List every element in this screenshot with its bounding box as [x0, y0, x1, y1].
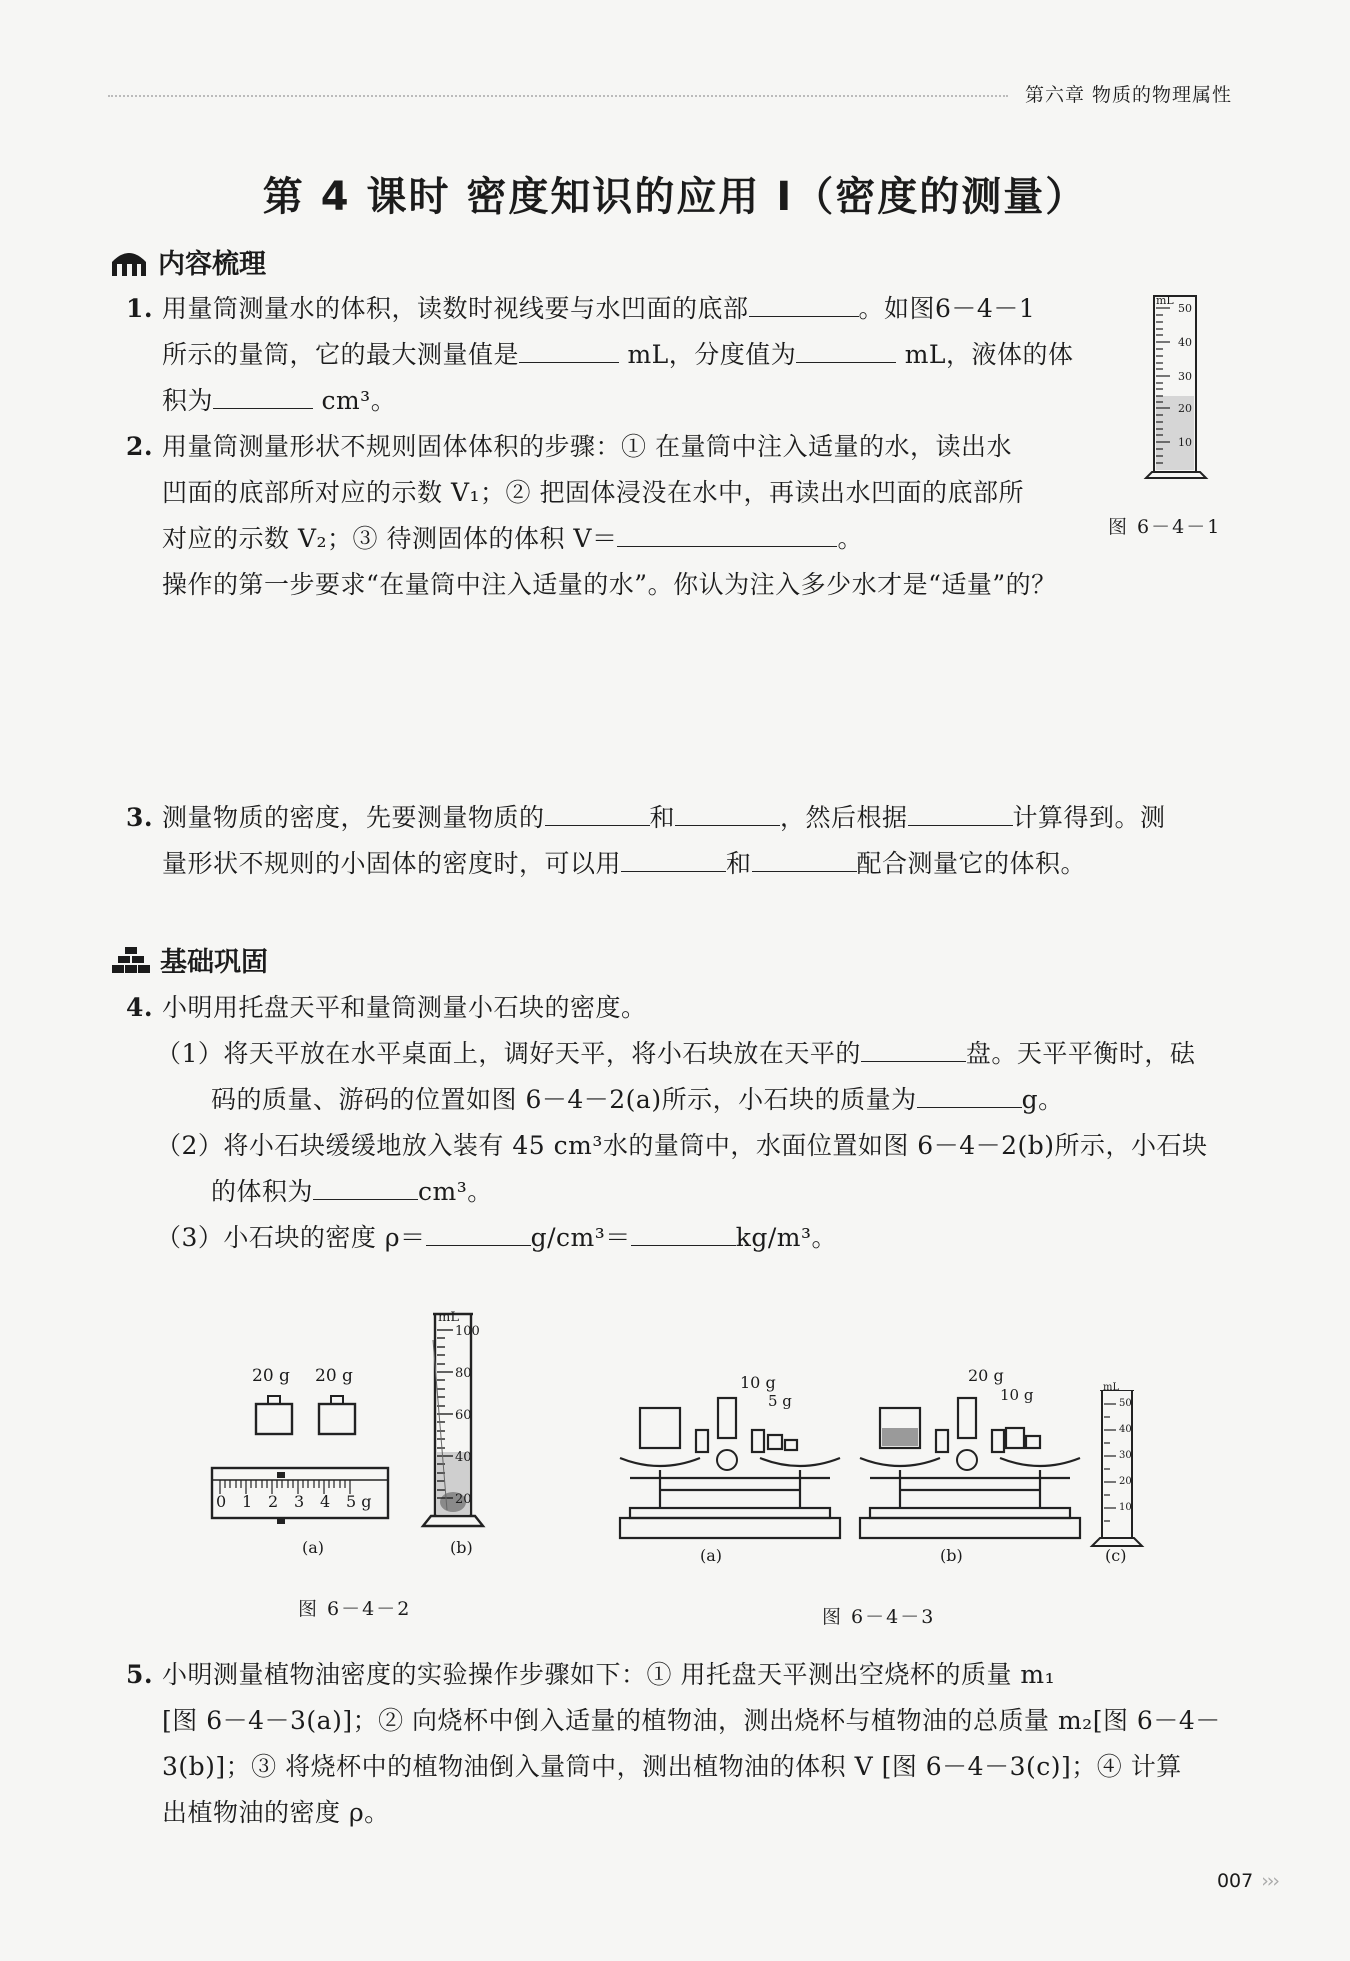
weight-label: 10 g — [1000, 1386, 1034, 1404]
tick-label: 100 — [455, 1324, 480, 1339]
q3-text: 和 — [649, 803, 676, 832]
q1-text: 。如图6－4－1 — [858, 294, 1036, 323]
q5-text: 出植物油的密度 ρ。 — [162, 1798, 390, 1827]
q1-text: cm³。 — [313, 386, 397, 415]
weight-label: 20 g — [252, 1366, 290, 1386]
tick-label: 40 — [1119, 1424, 1132, 1435]
q1-text: mL，分度值为 — [619, 340, 797, 369]
q4-text: （1）将天平放在水平桌面上，调好天平，将小石块放在天平的 — [156, 1039, 861, 1068]
subfigure-label: (b) — [450, 1538, 473, 1557]
scale-label: 5 g — [346, 1492, 372, 1511]
answer-blank[interactable] — [213, 382, 313, 409]
answer-blank[interactable] — [917, 1081, 1022, 1108]
q5-text: 3(b)]；③ 将烧杯中的植物油倒入量筒中，测出植物油的体积 V [图 6－4－3(c)]；④ 计算 — [162, 1752, 1182, 1781]
scale-label: 3 — [294, 1492, 305, 1511]
tick-label: 30 — [1178, 370, 1192, 383]
question-1 — [126, 286, 1106, 424]
lesson-title: 第 4 课时 密度知识的应用 Ⅰ（密度的测量） — [262, 174, 1088, 220]
figure-caption: 图 6－4－1 — [1108, 516, 1222, 538]
tick-label: 80 — [455, 1366, 472, 1381]
q2-text: 对应的示数 V₂；③ 待测固体的体积 V＝ — [162, 524, 618, 553]
answer-blank[interactable] — [426, 1219, 531, 1246]
answer-blank[interactable] — [545, 799, 650, 826]
q1-text: mL，液体的体 — [896, 340, 1074, 369]
tick-label: 50 — [1119, 1398, 1132, 1409]
figure-caption: 图 6－4－3 — [822, 1606, 936, 1628]
answer-blank[interactable] — [519, 336, 619, 363]
subfigure-label: (c) — [1105, 1546, 1127, 1565]
q3-text: 量形状不规则的小固体的密度时，可以用 — [162, 849, 622, 878]
q1-text: 用量筒测量水的体积，读数时视线要与水凹面的底部 — [162, 294, 749, 323]
tick-label: 60 — [455, 1408, 472, 1423]
scale-label: 1 — [242, 1492, 253, 1511]
weight-label: 5 g — [768, 1392, 792, 1410]
question-number: 3. — [126, 803, 154, 832]
header-rule — [108, 95, 1008, 97]
question-5 — [126, 1652, 1256, 1836]
tick-label: 10 — [1119, 1502, 1132, 1513]
q4-text: g。 — [1021, 1085, 1064, 1114]
question-4 — [126, 985, 1256, 1261]
weight-label: 20 g — [315, 1366, 353, 1386]
chapter-header: 第六章 物质的物理属性 — [1024, 84, 1232, 106]
q4-text: 码的质量、游码的位置如图 6－4－2(a)所示，小石块的质量为 — [211, 1085, 917, 1114]
section-title: 内容梳理 — [158, 249, 266, 280]
page-number-text: 007 — [1216, 1870, 1254, 1892]
answer-blank[interactable] — [617, 520, 837, 547]
answer-blank[interactable] — [675, 799, 780, 826]
q4-text: 的体积为 — [211, 1177, 314, 1206]
figure-6-4-3 — [610, 1366, 1170, 1600]
answer-blank[interactable] — [752, 845, 857, 872]
answer-blank[interactable] — [796, 336, 896, 363]
tick-label: 20 — [1119, 1476, 1132, 1487]
answer-blank[interactable] — [861, 1035, 966, 1062]
chevron-right-icon: ››› — [1261, 1870, 1278, 1892]
tick-label: 40 — [455, 1450, 472, 1465]
subfigure-label: (a) — [700, 1546, 723, 1565]
section-heading-content — [110, 242, 266, 281]
question-number: 2. — [126, 432, 154, 461]
q3-text: 测量物质的密度，先要测量物质的 — [162, 803, 545, 832]
q2-text: 凹面的底部所对应的示数 V₁；② 把固体浸没在水中，再读出水凹面的底部所 — [162, 478, 1024, 507]
question-number: 1. — [126, 294, 154, 323]
cylinder-unit: mL — [1156, 294, 1174, 307]
section-heading-basics — [112, 940, 268, 979]
subfigure-label: (b) — [940, 1546, 963, 1565]
q2-text: 用量筒测量形状不规则固体体积的步骤：① 在量筒中注入适量的水，读出水 — [162, 432, 1012, 461]
answer-blank[interactable] — [313, 1173, 418, 1200]
question-number: 4. — [126, 993, 154, 1022]
figure-caption: 图 6－4－2 — [298, 1598, 412, 1620]
q4-text: （2）将小石块缓缓地放入装有 45 cm³水的量筒中，水面位置如图 6－4－2(b)所示，小石块 — [156, 1131, 1208, 1160]
q1-text: 所示的量筒，它的最大测量值是 — [162, 340, 520, 369]
scale-label: 0 — [216, 1492, 227, 1511]
q4-text: （3）小石块的密度 ρ＝ — [156, 1223, 426, 1252]
answer-blank[interactable] — [621, 845, 726, 872]
answer-blank[interactable] — [908, 799, 1013, 826]
q4-text: kg/m³。 — [735, 1223, 838, 1252]
answer-blank[interactable] — [631, 1219, 736, 1246]
q4-text: 盘。天平平衡时，砝 — [965, 1039, 1196, 1068]
question-2 — [126, 424, 1126, 608]
q2-text: 。 — [837, 524, 863, 553]
question-3 — [126, 795, 1256, 887]
q1-text: 积为 — [162, 386, 214, 415]
tick-label: 20 — [1178, 402, 1192, 415]
tick-label: 30 — [1119, 1450, 1132, 1461]
q4-text: 小明用托盘天平和量筒测量小石块的密度。 — [162, 993, 647, 1022]
q5-text: [图 6－4－3(a)]；② 向烧杯中倒入适量的植物油，测出烧杯与植物油的总质量 m₂[图 6－4－ — [162, 1706, 1221, 1735]
section-title: 基础巩固 — [160, 947, 268, 978]
figure-6-4-2 — [200, 1300, 520, 1620]
scale-label: 2 — [268, 1492, 279, 1511]
page-number — [1217, 1870, 1278, 1892]
weight-label: 10 g — [740, 1373, 776, 1392]
answer-blank[interactable] — [749, 290, 859, 317]
weight-label: 20 g — [968, 1366, 1004, 1385]
q2-text: 操作的第一步要求“在量筒中注入适量的水”。你认为注入多少水才是“适量”的？ — [162, 570, 1057, 599]
q3-text: ，然后根据 — [780, 803, 908, 832]
cylinder-unit: mL — [1103, 1382, 1120, 1393]
arch-icon — [110, 248, 148, 276]
figure-6-4-1 — [1130, 288, 1230, 498]
tick-label: 20 — [455, 1492, 472, 1507]
bricks-icon — [112, 946, 150, 974]
balance-scales-icon — [610, 1390, 1170, 1570]
subfigure-label: (a) — [302, 1538, 325, 1557]
q5-text: 小明测量植物油密度的实验操作步骤如下：① 用托盘天平测出空烧杯的质量 m₁ — [162, 1660, 1056, 1689]
q4-text: g/cm³＝ — [530, 1223, 631, 1252]
graduated-cylinder-icon — [1130, 288, 1230, 493]
tick-label: 40 — [1178, 336, 1192, 349]
q4-text: cm³。 — [418, 1177, 493, 1206]
q3-text: 和 — [726, 849, 752, 878]
tick-label: 10 — [1178, 436, 1192, 449]
q3-text: 配合测量它的体积。 — [856, 849, 1087, 878]
question-number: 5. — [126, 1660, 154, 1689]
q3-text: 计算得到。测 — [1012, 803, 1166, 832]
scale-label: 4 — [320, 1492, 331, 1511]
tick-label: 50 — [1178, 302, 1192, 315]
cylinder-unit: mL — [438, 1310, 459, 1325]
